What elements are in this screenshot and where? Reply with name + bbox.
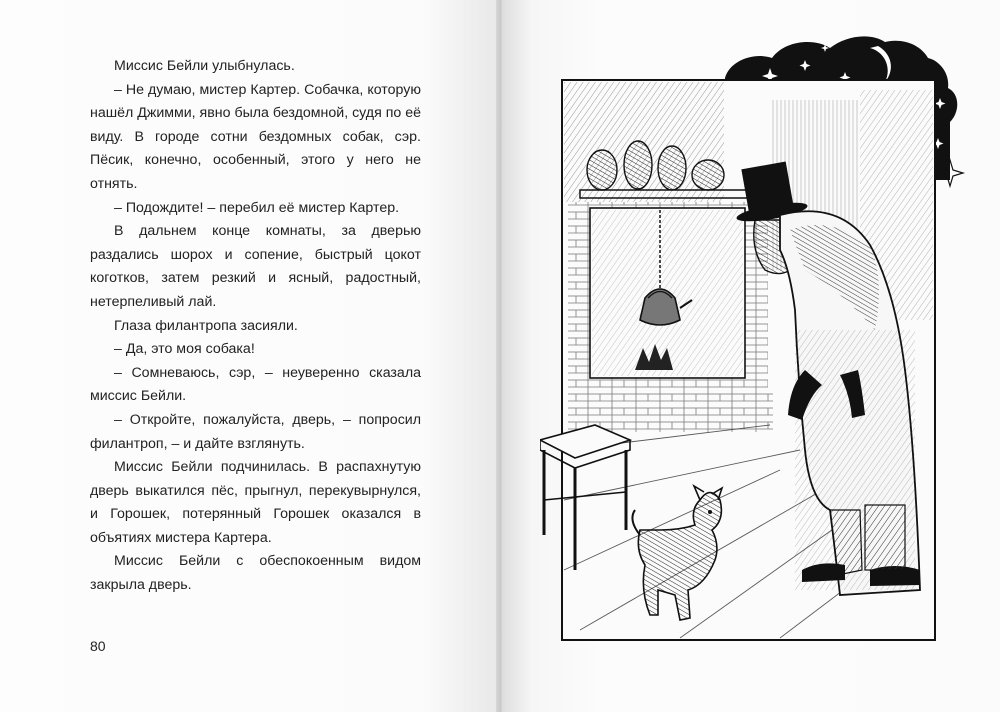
fireplace	[568, 202, 773, 432]
paragraph: – Откройте, пожалуйста, дверь, – попросил филантроп, – и дайте взглянуть.	[90, 411, 421, 452]
paragraph: Миссис Бейли подчинилась. В распахнутую дверь выкатился пёс, прыгнул, перекувырнулся, и Горошек, потерянный Горошек оказался в объятиях мистера Картера.	[90, 459, 421, 546]
paragraph: – Не думаю, мистер Картер. Собачка, которую нашёл Джимми, явно была бездомной, судя по её виду. В городе сотни бездомных собак, сэр. Пёсик, конечно, особенный, этого у него не отнять.	[90, 81, 421, 192]
paragraph: – Да, это моя собака!	[114, 341, 255, 358]
paragraph: – Подождите! – перебил её мистер Картер.	[114, 199, 400, 216]
left-page	[0, 0, 498, 712]
page-number: 80	[90, 638, 106, 654]
paragraph: Миссис Бейли улыбнулась.	[114, 58, 295, 74]
page-text	[90, 55, 421, 598]
paragraph: В дальнем конце комнаты, за дверью раздались шорох и сопение, быстрый цокот коготков, затем резкий и ясный, радостный, нетерпеливый лай.	[90, 223, 421, 310]
illustration	[540, 30, 970, 650]
paragraph: Глаза филантропа засияли.	[114, 317, 298, 334]
paragraph: – Сомневаюсь, сэр, – неуверенно сказала миссис Бейли.	[90, 364, 421, 405]
paragraph: Миссис Бейли с обеспокоенным видом закрыла дверь.	[90, 553, 421, 594]
